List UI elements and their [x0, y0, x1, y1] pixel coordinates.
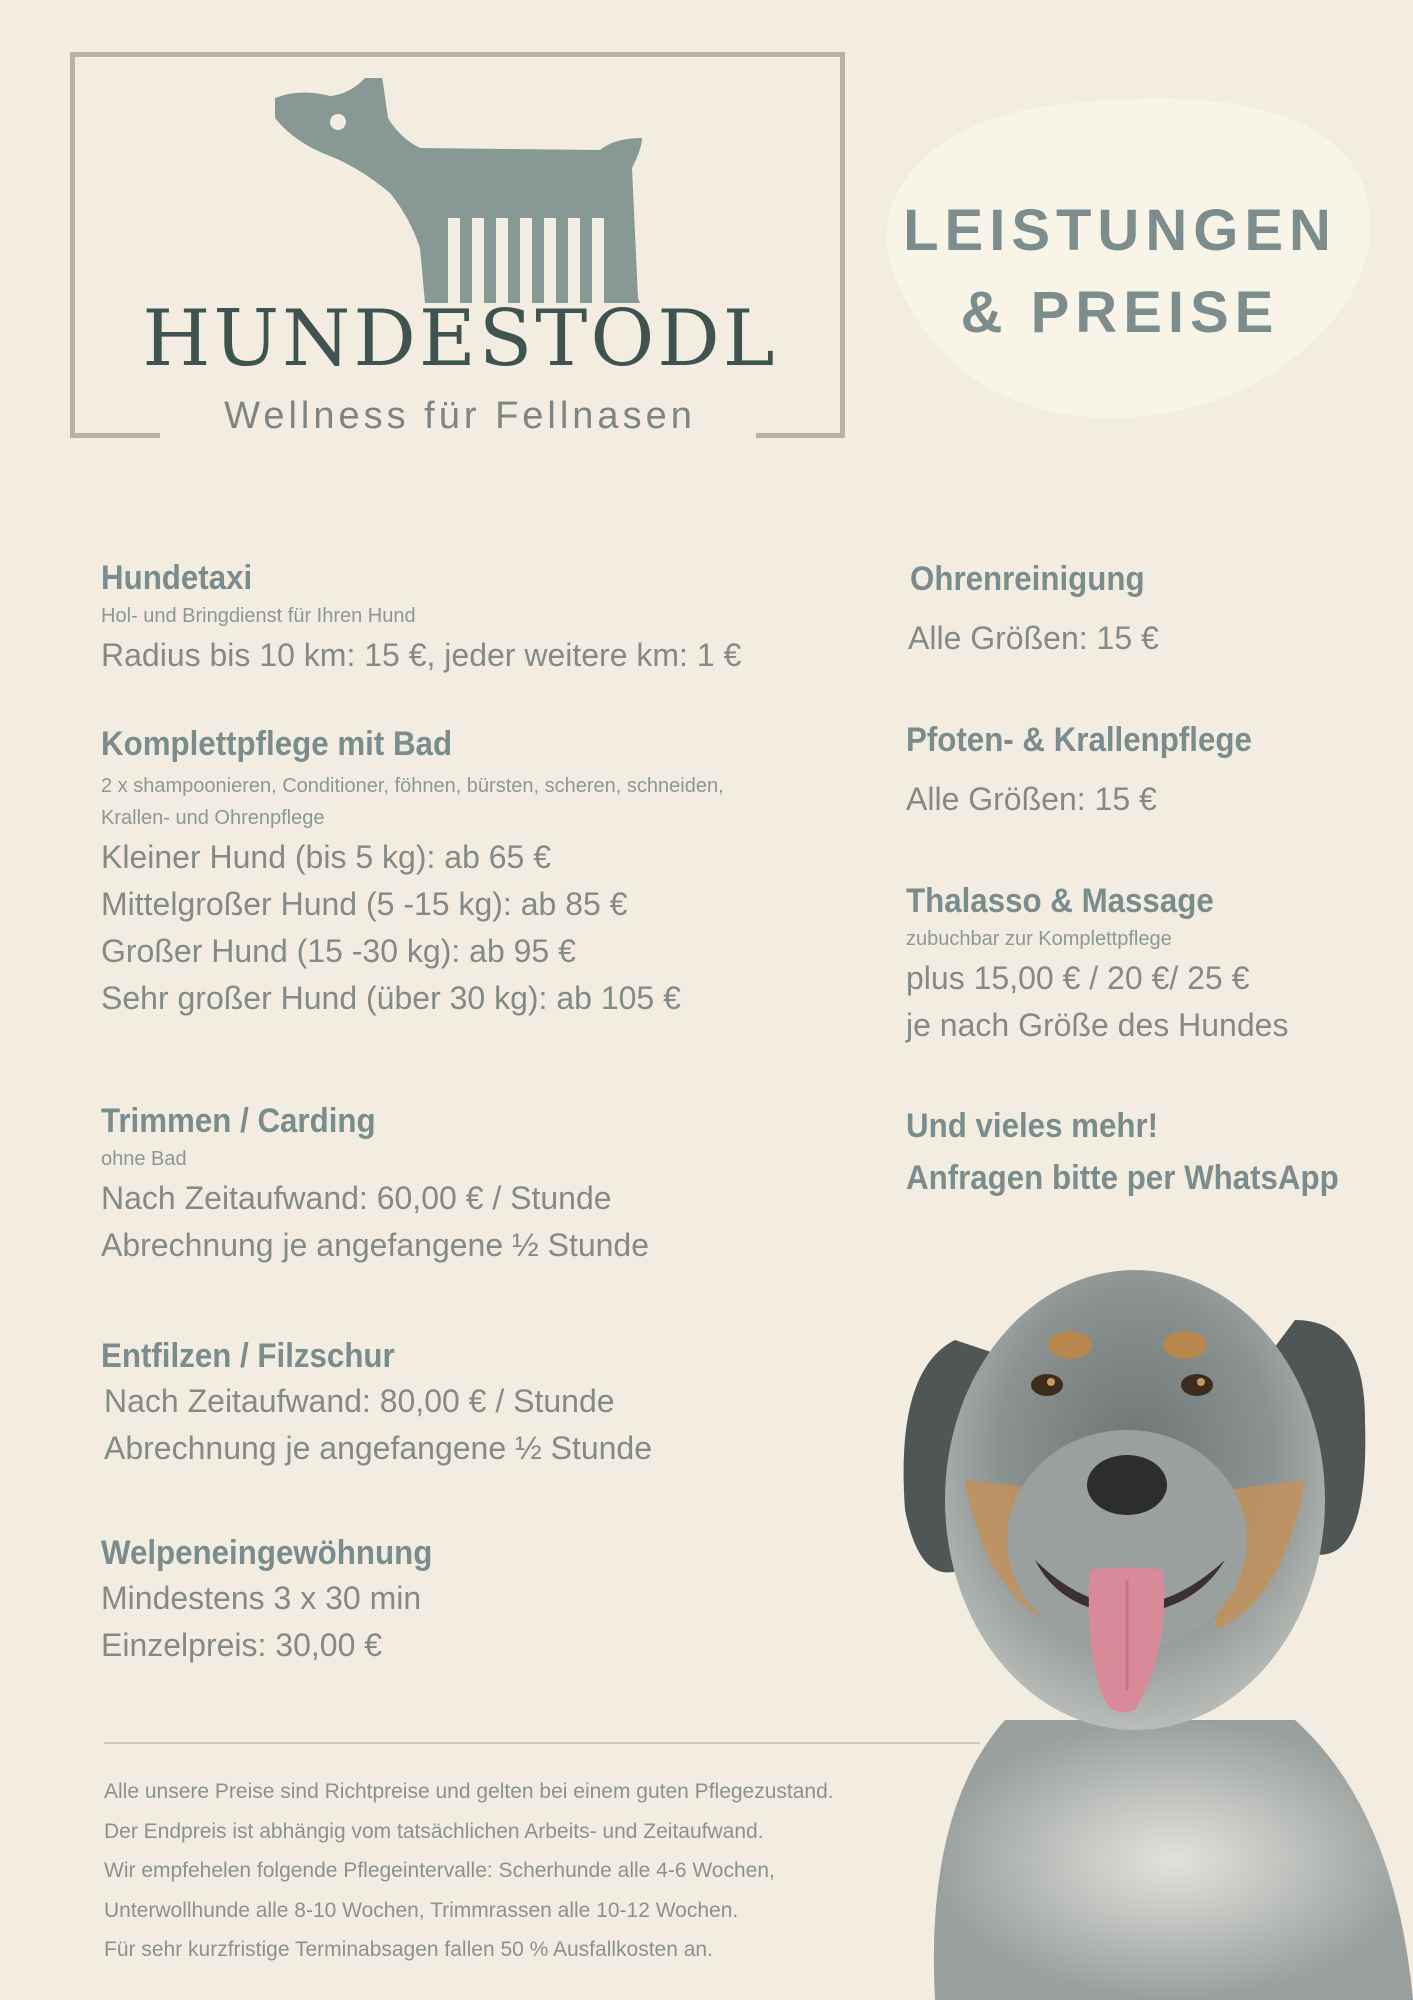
title-line-2: & PREISE [960, 280, 1280, 345]
service-pfoten [906, 718, 1282, 823]
service-heading: Trimmen / Carding [101, 1102, 376, 1140]
price-line: je nach Größe des Hundes [906, 1007, 1289, 1043]
price-line: Einzelpreis: 30,00 € [101, 1627, 383, 1663]
service-heading: Hundetaxi [101, 559, 253, 597]
price-line: Alle Größen: 15 € [908, 620, 1159, 656]
service-heading: Pfoten- & Krallenpflege [906, 721, 1252, 759]
service-sub: Krallen- und Ohrenpflege [101, 807, 325, 829]
price-line: Sehr großer Hund (über 30 kg): ab 105 € [101, 980, 681, 1016]
service-heading: Thalasso & Massage [906, 882, 1214, 920]
service-hundetaxi [101, 556, 741, 679]
page-title [880, 190, 1360, 354]
service-heading: Komplettpflege mit Bad [101, 725, 453, 763]
service-entfilzen [101, 1334, 652, 1472]
footer-line: Für sehr kurzfristige Terminabsagen fallen 50 % Ausfallkosten an. [104, 1938, 713, 1961]
price-line: Radius bis 10 km: 15 €, jeder weitere km: 1 € [101, 637, 742, 673]
price-line: plus 15,00 € / 20 €/ 25 € [906, 960, 1250, 996]
price-line: Großer Hund (15 -30 kg): ab 95 € [101, 933, 576, 969]
footer-line: Der Endpreis ist abhängig vom tatsächlichen Arbeits- und Zeitaufwand. [104, 1819, 764, 1843]
service-heading: Entfilzen / Filzschur [101, 1337, 395, 1375]
service-trimmen [101, 1099, 649, 1269]
price-line: Nach Zeitaufwand: 60,00 € / Stunde [101, 1180, 612, 1216]
service-sub: Hol- und Bringdienst für Ihren Hund [101, 605, 416, 627]
price-line: Kleiner Hund (bis 5 kg): ab 65 € [101, 839, 552, 875]
dog-photo [895, 1250, 1413, 2000]
more-info [906, 1100, 1376, 1204]
footer-line: Alle unsere Preise sind Richtpreise und gelten bei einem guten Pflegezustand. [104, 1780, 834, 1803]
more-line-2: Anfragen bitte per WhatsApp [906, 1159, 1339, 1197]
footer-divider [104, 1742, 980, 1744]
service-sub: zubuchbar zur Komplettpflege [906, 928, 1172, 950]
price-line: Mindestens 3 x 30 min [101, 1580, 422, 1616]
footer-line: Wir empfehelen folgende Pflegeintervalle: Scherhunde alle 4-6 Wochen, [104, 1859, 775, 1882]
price-line: Abrechnung je angefangene ½ Stunde [104, 1430, 653, 1466]
service-sub: 2 x shampoonieren, Conditioner, föhnen, bürsten, scheren, schneiden, [101, 775, 724, 797]
service-ohrenreinigung [910, 557, 1165, 662]
dog-comb-logo-icon [270, 78, 650, 308]
more-line-1: Und vieles mehr! [906, 1107, 1159, 1145]
price-line: Nach Zeitaufwand: 80,00 € / Stunde [104, 1383, 615, 1419]
service-heading: Ohrenreinigung [910, 560, 1145, 598]
price-line: Abrechnung je angefangene ½ Stunde [101, 1227, 650, 1263]
title-line-1: LEISTUNGEN [903, 198, 1337, 263]
footer-notes [104, 1772, 834, 1970]
price-line: Alle Größen: 15 € [906, 781, 1157, 817]
price-line: Mittelgroßer Hund (5 -15 kg): ab 85 € [101, 886, 628, 922]
tagline: Wellness für Fellnasen [224, 395, 696, 437]
brand-name: HUNDESTODL [142, 294, 778, 384]
service-sub: ohne Bad [101, 1148, 187, 1170]
service-welpen [101, 1531, 461, 1669]
service-heading: Welpeneingewöhnung [101, 1534, 433, 1572]
service-thalasso [906, 879, 1288, 1049]
footer-line: Unterwollhunde alle 8-10 Wochen, Trimmrassen alle 10-12 Wochen. [104, 1898, 739, 1922]
service-komplettpflege [101, 722, 724, 1022]
